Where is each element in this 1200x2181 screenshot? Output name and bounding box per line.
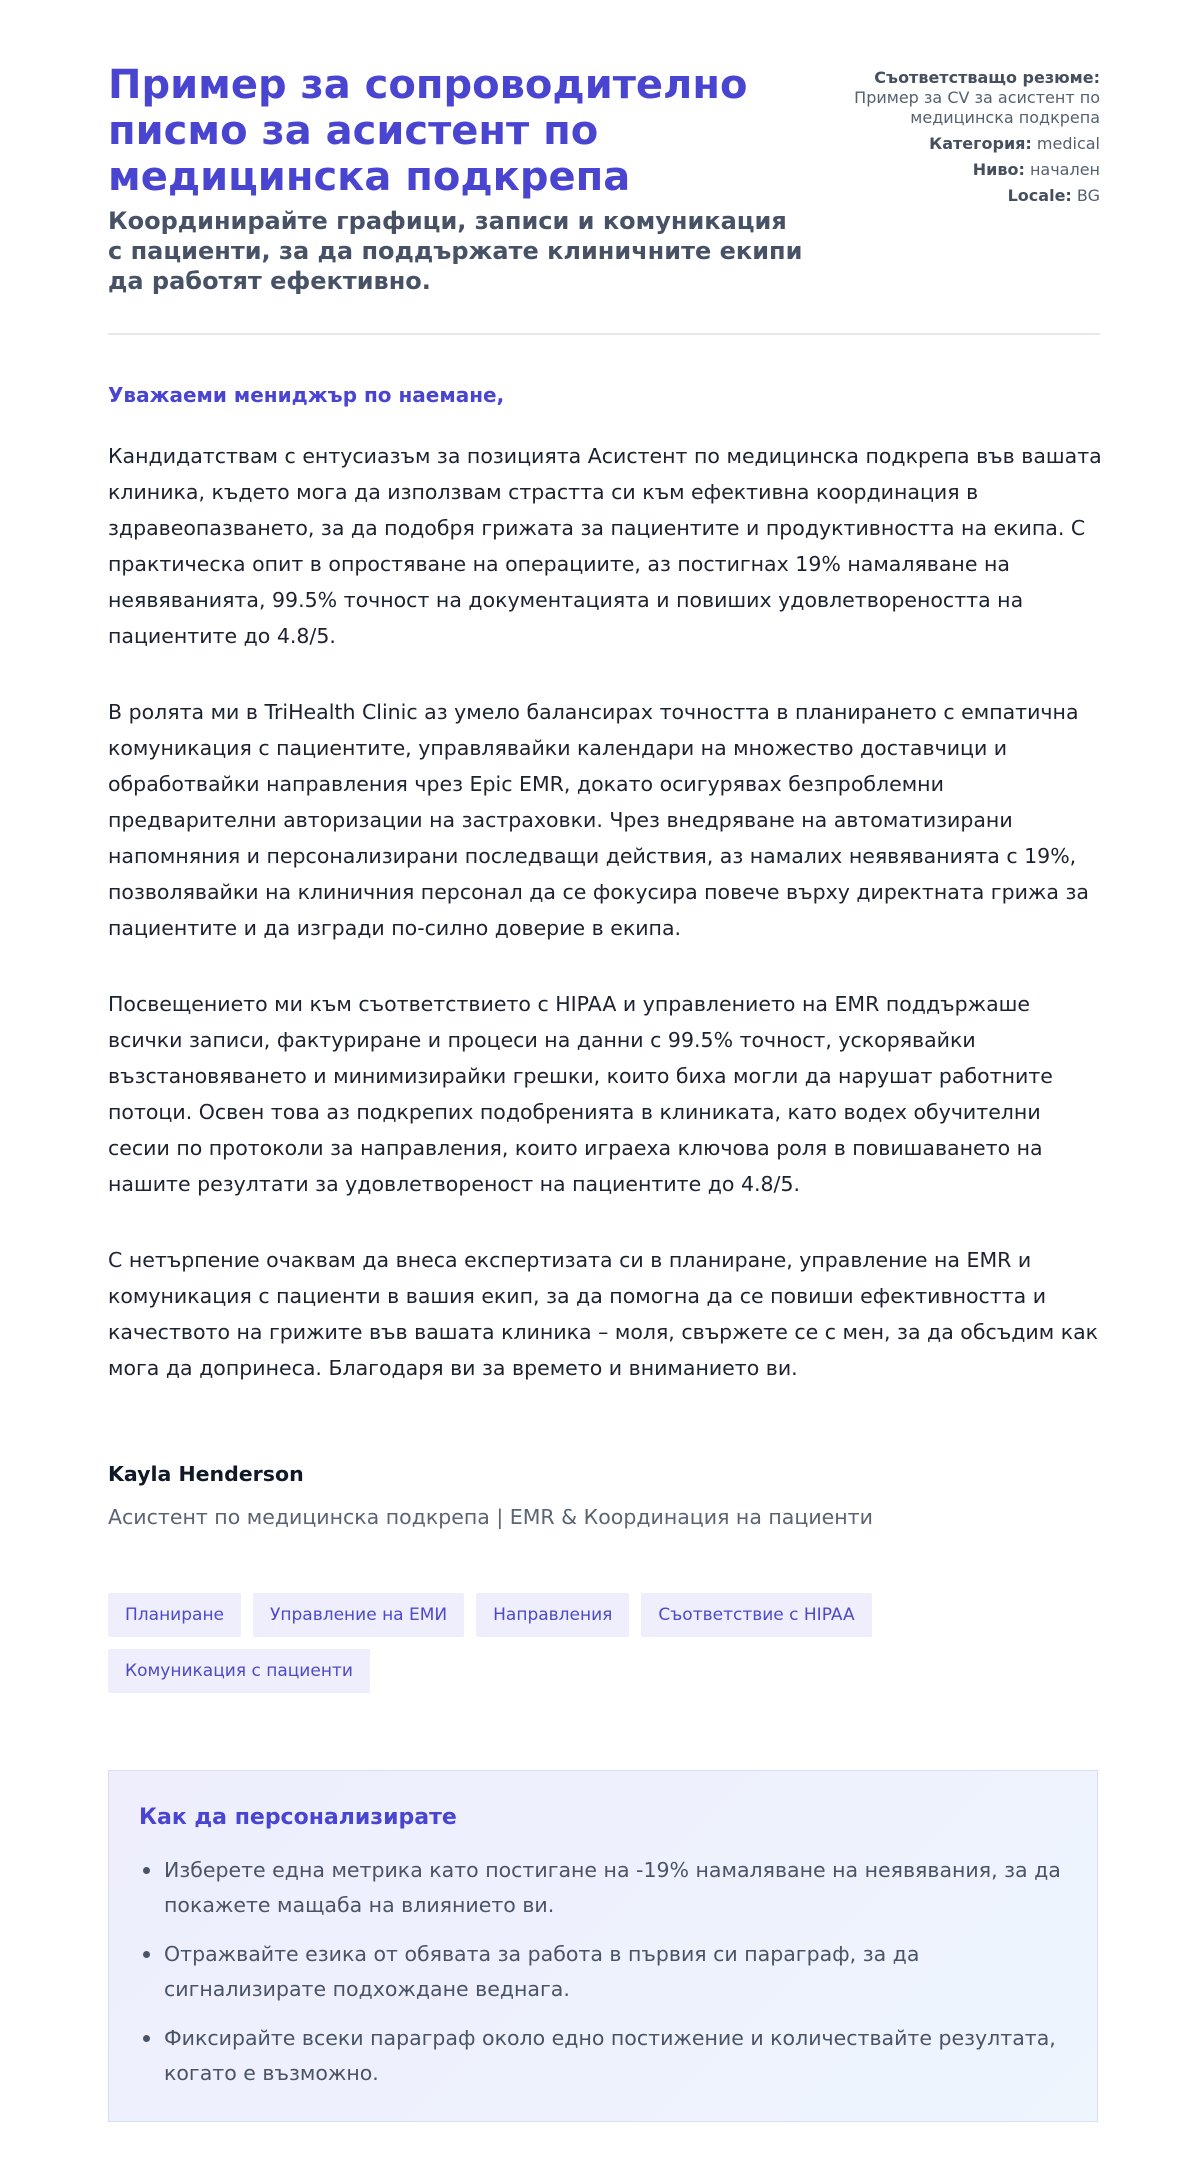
- tip-item: [164, 2021, 1067, 2091]
- tip-item: [164, 1853, 1067, 1923]
- meta-level-value: начален: [1029, 160, 1100, 179]
- header-divider: [108, 333, 1100, 335]
- meta-locale-value: BG: [1076, 186, 1100, 205]
- tips-list: [139, 1853, 1067, 2091]
- letter-paragraph: Посвещението ми към съответствието с HIPAA и управлението на EMR поддържаше всички записи, фактуриране и процеси на данни с 99.5% точност, ускорявайки възстановяването и минимизирайки грешки, които биха могли да нарушат работните потоци. Освен това аз подкрепих подобренията в клиниката, като водех обучителни сесии по протоколи за направления, които играеха ключова роля в повишаването на нашите резултати за удовлетвореност на пациентите до 4.8/5.: [108, 992, 1053, 1196]
- signature-name: Kayla Henderson: [108, 1462, 304, 1486]
- meta-resume: [800, 68, 1100, 128]
- bullet-icon: [143, 2035, 150, 2042]
- tip-text: Отражвайте езика от обявата за работа в първия си параграф, за да сигнализирате подхождане веднага.: [164, 1942, 920, 2001]
- page-header: [108, 62, 1100, 296]
- letter-paragraph: В ролята ми в TriHealth Clinic аз умело балансирах точността в планирането с емпатична комуникация с пациентите, управлявайки календари на множество доставчици и обработвайки направления чрез Epic EMR, докато осигурявах безпроблемни предварителни авторизации на застраховки. Чрез внедряване на автоматизирани напомняния и персонализирани последващи действия, аз намалих неявяванията с 19%, позволявайки на клиничния персонал да се фокусира повече върху директната грижа за пациентите и да изгради по-силно доверие в екипа.: [108, 700, 1089, 940]
- tip-text: Фиксирайте всеки параграф около едно постижение и количествайте резултата, когато е възможно.: [164, 2026, 1056, 2085]
- meta-category-label: Категория:: [929, 134, 1032, 153]
- bullet-icon: [143, 1867, 150, 1874]
- meta-level: [800, 160, 1100, 180]
- tips-title: Как да персонализирате: [139, 1805, 457, 1830]
- meta-panel: [800, 68, 1100, 212]
- letter-body: [108, 438, 1108, 1426]
- meta-category-value: medical: [1036, 134, 1100, 153]
- bullet-icon: [143, 1951, 150, 1958]
- letter-salutation: Уважаеми мениджър по наемане,: [108, 383, 505, 407]
- skill-tag[interactable]: Направления: [476, 1593, 629, 1637]
- meta-locale: [800, 186, 1100, 206]
- skill-tag[interactable]: Управление на ЕМИ: [253, 1593, 464, 1637]
- page-title: Пример за сопроводително писмо за асистент по медицинска подкрепа: [108, 62, 748, 200]
- meta-level-label: Ниво:: [972, 160, 1025, 179]
- page-subtitle: Координирайте графици, записи и комуникация с пациенти, за да поддържате клиничните екипи да работят ефективно.: [108, 207, 803, 295]
- letter-paragraph: С нетърпение очаквам да внеса експертизата си в планиране, управление на EMR и комуникация с пациенти в вашия екип, за да помогна да се повиши ефективността и качеството на грижите във вашата клиника – моля, свържете се с мен, за да обсъдим как мога да допринеса. Благодаря ви за времето и вниманието ви.: [108, 1248, 1099, 1380]
- personalize-tips-box: [108, 1770, 1098, 2122]
- meta-resume-label: Съответстващо резюме:: [874, 68, 1100, 87]
- tip-text: Изберете една метрика като постигане на -19% намаляване на неявявания, за да покажете мащаба на влиянието ви.: [164, 1858, 1061, 1917]
- skill-tag[interactable]: Планиране: [108, 1593, 241, 1637]
- meta-category: [800, 134, 1100, 154]
- meta-resume-value[interactable]: Пример за CV за асистент по медицинска подкрепа: [854, 88, 1100, 127]
- tip-item: [164, 1937, 1067, 2007]
- meta-locale-label: Locale:: [1007, 186, 1072, 205]
- skill-tag[interactable]: Съответствие с HIPAA: [641, 1593, 871, 1637]
- letter-paragraph: Кандидатствам с ентусиазъм за позицията Асистент по медицинска подкрепа във вашата клиника, където мога да използвам страстта си към ефективна координация в здравеопазването, за да подобря грижата за пациентите и продуктивността на екипа. С практическа опит в опростяване на операциите, аз постигнах 19% намаляване на неявяванията, 99.5% точност на документацията и повиших удовлетвореността на пациентите до 4.8/5.: [108, 444, 1102, 648]
- skill-tag[interactable]: Комуникация с пациенти: [108, 1649, 370, 1693]
- skill-tags: [108, 1593, 908, 1693]
- signature-role: Асистент по медицинска подкрепа | EMR & Координация на пациенти: [108, 1505, 873, 1529]
